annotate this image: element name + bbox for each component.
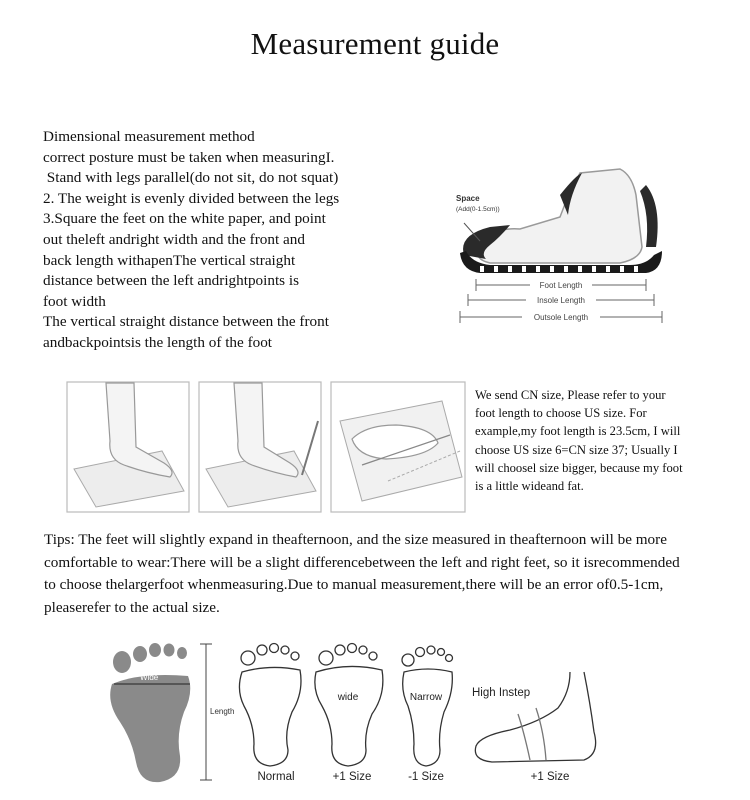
method-line: 2. The weight is evenly divided between the legs — [43, 189, 340, 207]
normal-caption: Normal — [257, 771, 295, 783]
space-note: (Add(0-1.5cm)) — [456, 206, 500, 213]
wide-caption: +1 Size — [332, 771, 372, 783]
length-label: Length — [210, 707, 235, 716]
high-instep-foot-outline — [475, 672, 595, 762]
page-title: Measurement guide — [250, 26, 500, 61]
tips-line: pleaserefer to the actual size. — [44, 598, 220, 616]
tips-paragraph — [44, 529, 744, 619]
measuring-steps-illustration — [66, 381, 466, 513]
method-line: Stand with legs parallel(do not sit, do not squat) — [43, 169, 339, 187]
insole-length-label: Insole Length — [536, 296, 586, 305]
method-line: out theleft andright width and the front and — [43, 230, 305, 248]
step-2-panel — [199, 382, 321, 512]
narrow-caption: -1 Size — [408, 771, 444, 783]
cn-size-note — [475, 386, 740, 495]
note-line: choose US size 6=CN size 37; Usually I — [475, 442, 678, 457]
shoe-length-diagram — [450, 155, 675, 335]
foot-length-label: Foot Length — [539, 281, 583, 290]
note-line: We send CN size, Please refer to your — [475, 388, 666, 402]
method-line: foot width — [43, 292, 106, 310]
foot-type-diagram — [100, 632, 620, 790]
method-line: Dimensional measurement method — [43, 128, 255, 145]
note-line: foot length to choose US size. For — [475, 406, 647, 421]
step-1-panel — [67, 382, 189, 512]
instep-caption: +1 Size — [530, 771, 570, 783]
method-line: back length withapenThe vertical straight — [43, 251, 296, 269]
high-instep-label: High Instep — [472, 687, 531, 699]
foot-shape — [478, 169, 642, 263]
normal-foot-outline — [239, 644, 301, 767]
space-label: Space — [456, 194, 480, 203]
narrow-foot-outline — [402, 646, 453, 766]
step-3-panel — [331, 382, 465, 512]
tips-line: Tips: The feet will slightly expand in theafternoon, and the size measured in theafternoon will be more — [44, 531, 667, 548]
tips-line: comfortable to wear:There will be a slight differencebetween the left and right feet, so it isrecommended — [44, 553, 680, 571]
footprint-icon — [110, 643, 190, 782]
method-line: The vertical straight distance between the front — [43, 313, 329, 331]
wide-foot-outline — [315, 644, 383, 767]
narrow-foot-label: Narrow — [409, 692, 443, 703]
note-line: example,my foot length is 23.5cm, I will — [475, 424, 681, 439]
method-line: andbackpointsis the length of the foot — [43, 333, 273, 351]
tips-line: to choose thelargerfoot whenmeasuring.Due to manual measurement,there will be an error of0.5-1cm, — [44, 576, 664, 593]
note-line: is a little wideand fat. — [475, 479, 584, 494]
method-line: distance between the left andrightpoints is — [43, 272, 300, 290]
wide-foot-label: wide — [337, 692, 359, 703]
wide-label: Wide — [140, 673, 159, 682]
method-line: 3.Square the feet on the white paper, and point — [43, 210, 326, 228]
outsole-length-label: Outsole Length — [533, 313, 589, 322]
method-line: correct posture must be taken when measuringI. — [43, 148, 335, 166]
note-line: will choosel size bigger, because my foot — [475, 460, 683, 475]
shoe-heel-shape — [640, 185, 658, 247]
measurement-method-text — [43, 127, 388, 354]
